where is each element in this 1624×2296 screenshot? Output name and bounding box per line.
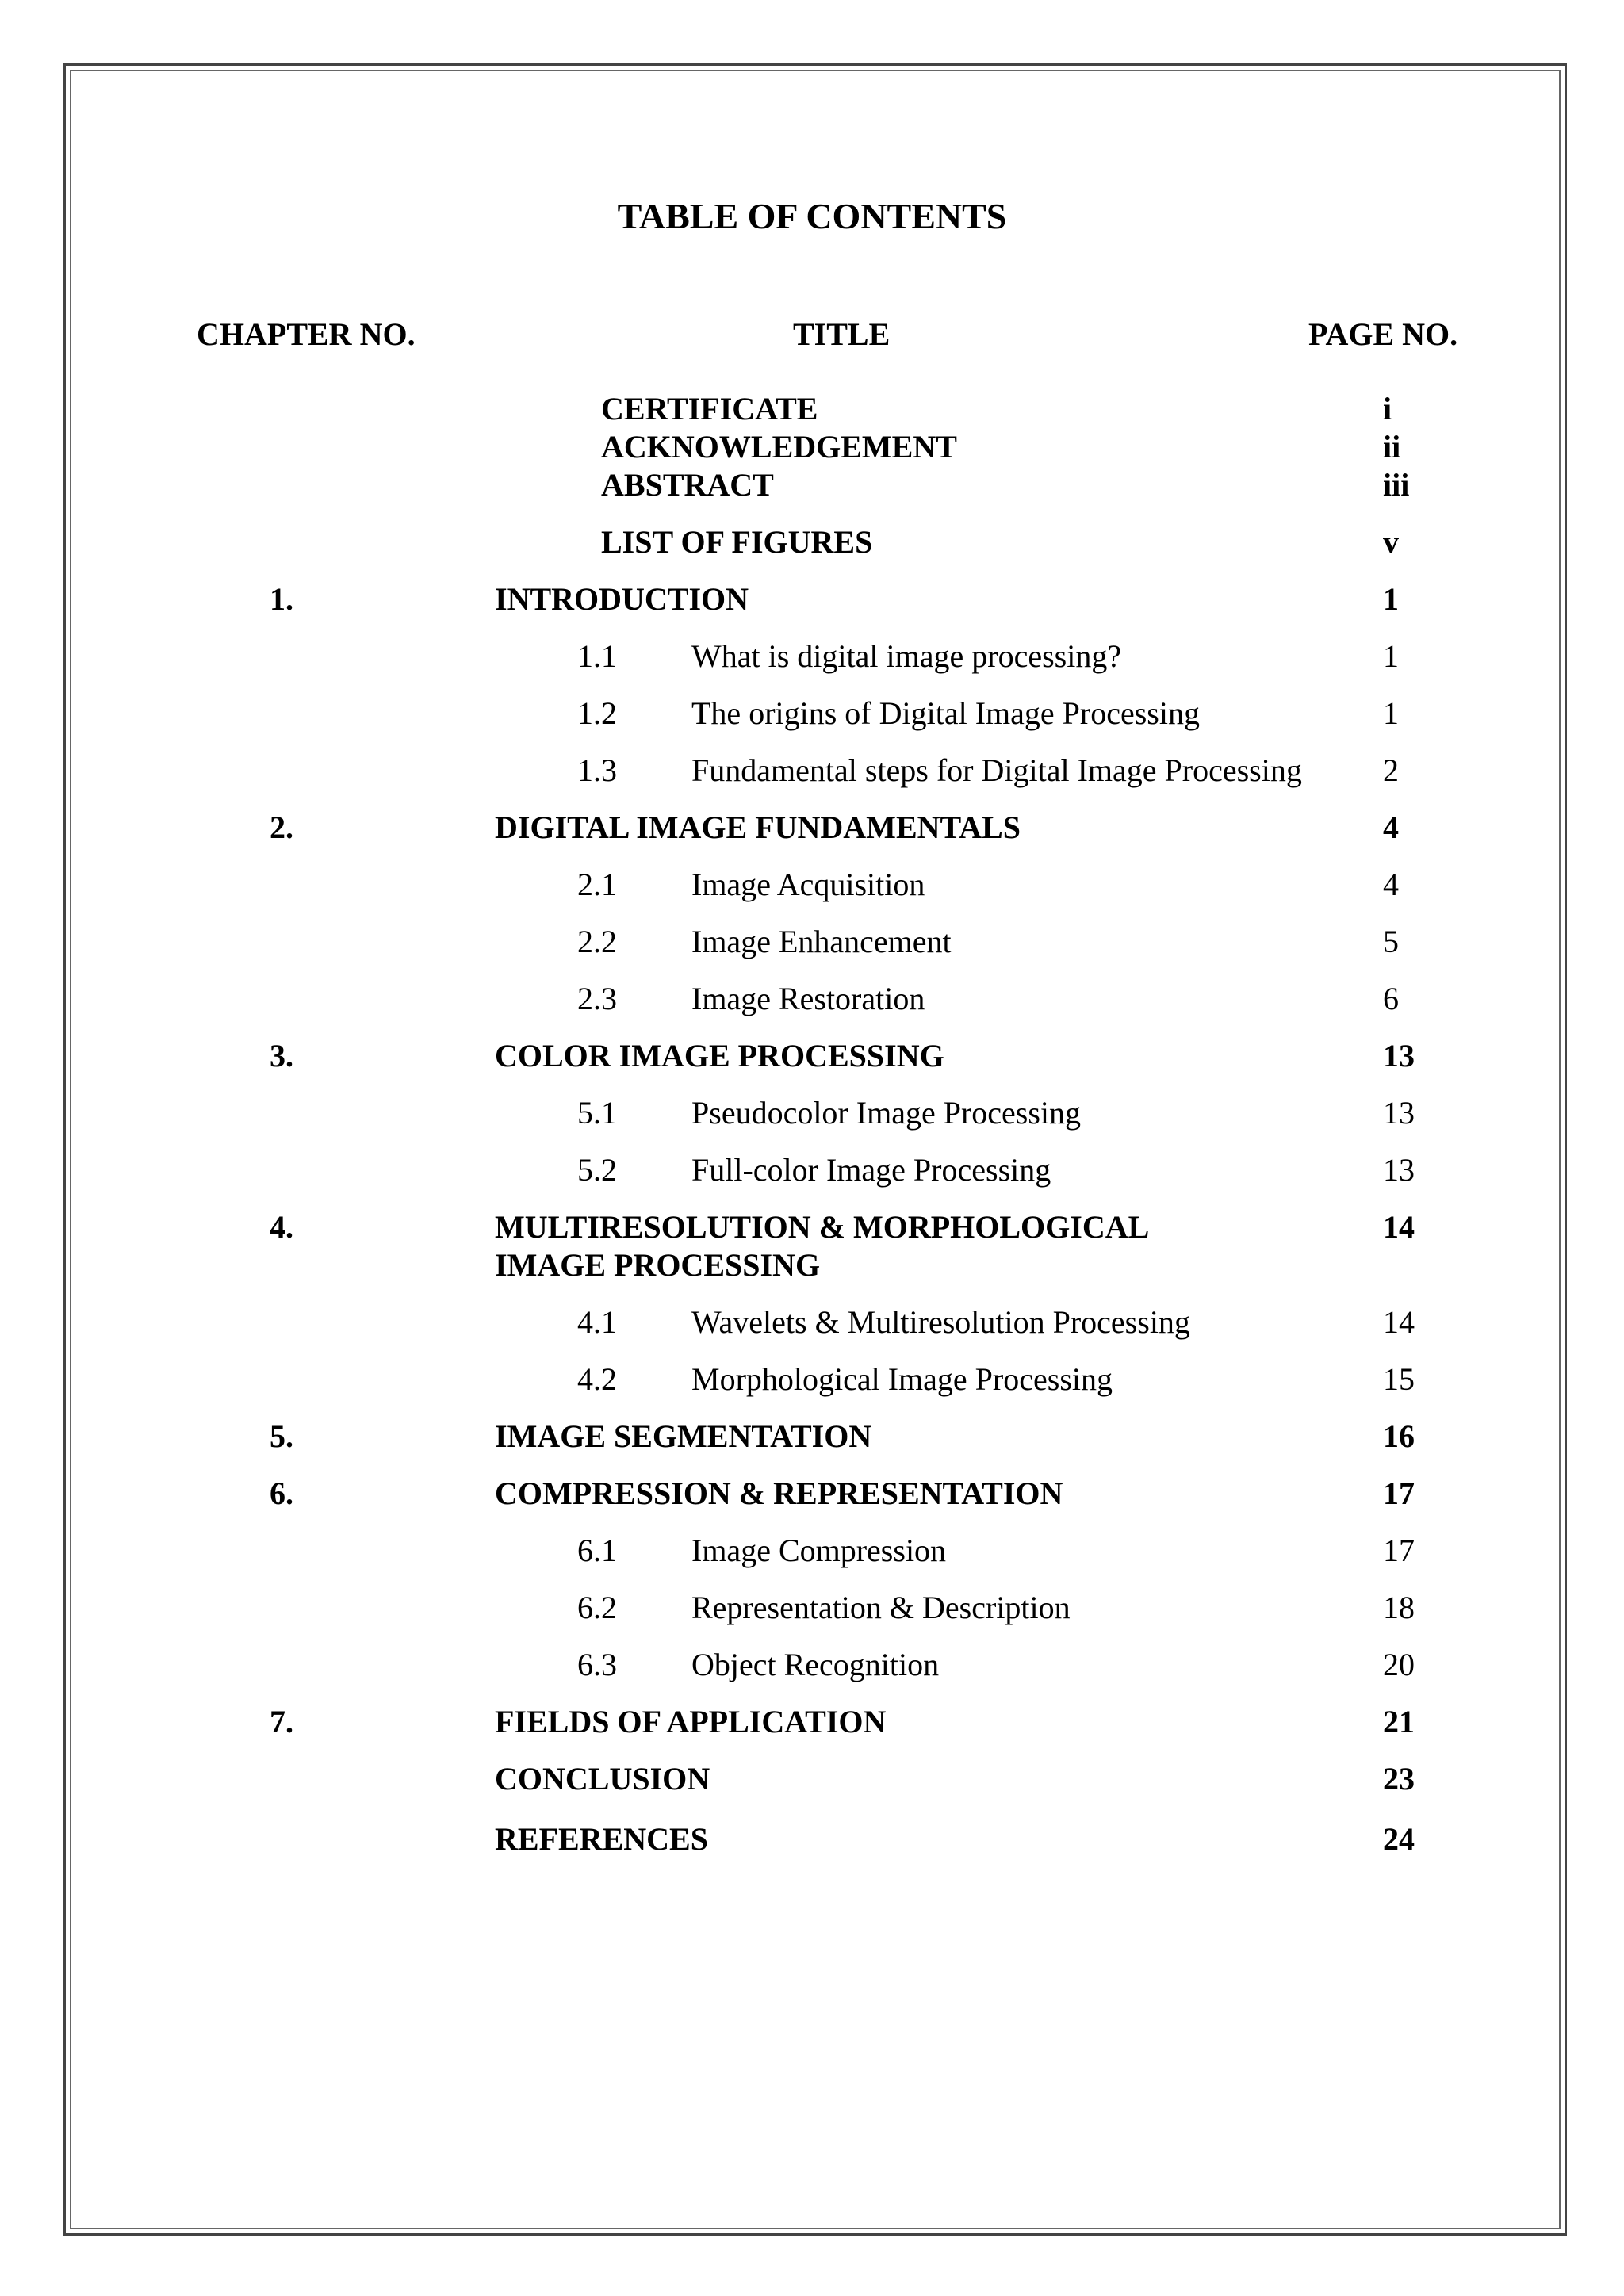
section-title: Pseudocolor Image Processing <box>691 1095 1082 1131</box>
chapter-title: INTRODUCTION <box>495 581 749 617</box>
chapter-number: 6. <box>270 1475 293 1511</box>
toc-section-row <box>0 980 1624 1027</box>
chapter-number: 1. <box>270 581 293 617</box>
section-title: What is digital image processing? <box>691 638 1122 674</box>
section-number: 2.2 <box>577 924 617 959</box>
section-title: Image Restoration <box>691 981 925 1016</box>
toc-section-row <box>0 637 1624 685</box>
section-page: 20 <box>1383 1647 1415 1682</box>
toc-back-item <box>0 1820 1624 1868</box>
toc-section-row <box>0 1094 1624 1142</box>
section-title: Object Recognition <box>691 1647 940 1682</box>
section-number: 5.2 <box>577 1152 617 1188</box>
section-page: 4 <box>1383 867 1399 902</box>
chapter-page: 16 <box>1383 1418 1415 1454</box>
toc-entry-page: 24 <box>1383 1821 1415 1857</box>
toc-chapter-row <box>0 1703 1624 1751</box>
toc-section-row <box>0 1360 1624 1408</box>
toc-entry-page: i <box>1383 391 1392 427</box>
chapter-number: 3. <box>270 1038 293 1073</box>
toc-back-item <box>0 1760 1624 1808</box>
section-number: 1.2 <box>577 695 617 731</box>
toc-section-row <box>0 695 1624 742</box>
toc-entry-title: CERTIFICATE <box>601 391 818 427</box>
column-header-chapter: CHAPTER NO. <box>197 316 416 352</box>
toc-section-row <box>0 1646 1624 1693</box>
chapter-page: 21 <box>1383 1704 1415 1739</box>
chapter-title: FIELDS OF APPLICATION <box>495 1704 887 1739</box>
chapter-number: 7. <box>270 1704 293 1739</box>
toc-chapter-row <box>0 1475 1624 1522</box>
chapter-number: 2. <box>270 809 293 845</box>
chapter-title: DIGITAL IMAGE FUNDAMENTALS <box>495 809 1021 845</box>
section-title: Image Acquisition <box>691 867 925 902</box>
column-header-page: PAGE NO. <box>1308 316 1458 352</box>
column-header-title: TITLE <box>793 316 891 352</box>
toc-section-row <box>0 923 1624 970</box>
section-page: 13 <box>1383 1095 1415 1131</box>
chapter-title: COLOR IMAGE PROCESSING <box>495 1038 944 1073</box>
section-number: 1.1 <box>577 638 617 674</box>
toc-entry-title: LIST OF FIGURES <box>601 524 873 560</box>
section-number: 5.1 <box>577 1095 617 1131</box>
chapter-title-line2: IMAGE PROCESSING <box>495 1247 821 1283</box>
chapter-number: 4. <box>270 1209 293 1245</box>
section-title: Representation & Description <box>691 1590 1071 1625</box>
section-title: The origins of Digital Image Processing <box>691 695 1200 731</box>
toc-chapter-row <box>0 1418 1624 1465</box>
section-title: Wavelets & Multiresolution Processing <box>691 1304 1190 1340</box>
section-page: 13 <box>1383 1152 1415 1188</box>
page-title: TABLE OF CONTENTS <box>617 196 1007 236</box>
section-page: 1 <box>1383 695 1399 731</box>
section-title: Image Compression <box>691 1533 947 1568</box>
section-page: 17 <box>1383 1533 1415 1568</box>
chapter-number: 5. <box>270 1418 293 1454</box>
section-page: 14 <box>1383 1304 1415 1340</box>
section-page: 15 <box>1383 1361 1415 1397</box>
chapter-title: COMPRESSION & REPRESENTATION <box>495 1475 1063 1511</box>
section-number: 1.3 <box>577 752 617 788</box>
section-number: 6.3 <box>577 1647 617 1682</box>
section-page: 1 <box>1383 638 1399 674</box>
toc-entry-title: CONCLUSION <box>495 1761 710 1797</box>
chapter-page: 14 <box>1383 1209 1415 1245</box>
section-number: 6.1 <box>577 1533 617 1568</box>
toc-chapter-row <box>0 809 1624 856</box>
section-title: Full-color Image Processing <box>691 1152 1051 1188</box>
toc-section-row <box>0 1532 1624 1579</box>
toc-front-item <box>0 466 1624 514</box>
chapter-page: 13 <box>1383 1038 1415 1073</box>
section-page: 2 <box>1383 752 1399 788</box>
chapter-page: 4 <box>1383 809 1399 845</box>
toc-section-row <box>0 1303 1624 1351</box>
toc-chapter-row <box>0 1037 1624 1085</box>
toc-section-row <box>0 752 1624 799</box>
toc-entry-page: 23 <box>1383 1761 1415 1797</box>
section-number: 4.2 <box>577 1361 617 1397</box>
section-title: Image Enhancement <box>691 924 952 959</box>
chapter-page: 17 <box>1383 1475 1415 1511</box>
chapter-title: IMAGE SEGMENTATION <box>495 1418 872 1454</box>
section-title: Morphological Image Processing <box>691 1361 1113 1397</box>
toc-entry-page: v <box>1383 524 1399 560</box>
toc-entry-title: ACKNOWLEDGEMENT <box>601 429 957 465</box>
toc-entry-title: REFERENCES <box>495 1821 708 1857</box>
chapter-page: 1 <box>1383 581 1399 617</box>
section-number: 2.1 <box>577 867 617 902</box>
section-page: 6 <box>1383 981 1399 1016</box>
toc-entry-title: ABSTRACT <box>601 467 774 503</box>
toc-chapter-row-continuation <box>0 1246 1624 1294</box>
toc-entry-page: iii <box>1383 467 1410 503</box>
toc-section-row <box>0 866 1624 913</box>
section-page: 5 <box>1383 924 1399 959</box>
toc-front-item <box>0 523 1624 571</box>
toc-entry-page: ii <box>1383 429 1401 465</box>
section-number: 4.1 <box>577 1304 617 1340</box>
toc-section-row <box>0 1151 1624 1199</box>
toc-chapter-row <box>0 580 1624 628</box>
section-title: Fundamental steps for Digital Image Processing <box>691 752 1302 788</box>
section-number: 2.3 <box>577 981 617 1016</box>
toc-section-row <box>0 1589 1624 1636</box>
chapter-title: MULTIRESOLUTION & MORPHOLOGICAL <box>495 1209 1150 1245</box>
section-number: 6.2 <box>577 1590 617 1625</box>
section-page: 18 <box>1383 1590 1415 1625</box>
